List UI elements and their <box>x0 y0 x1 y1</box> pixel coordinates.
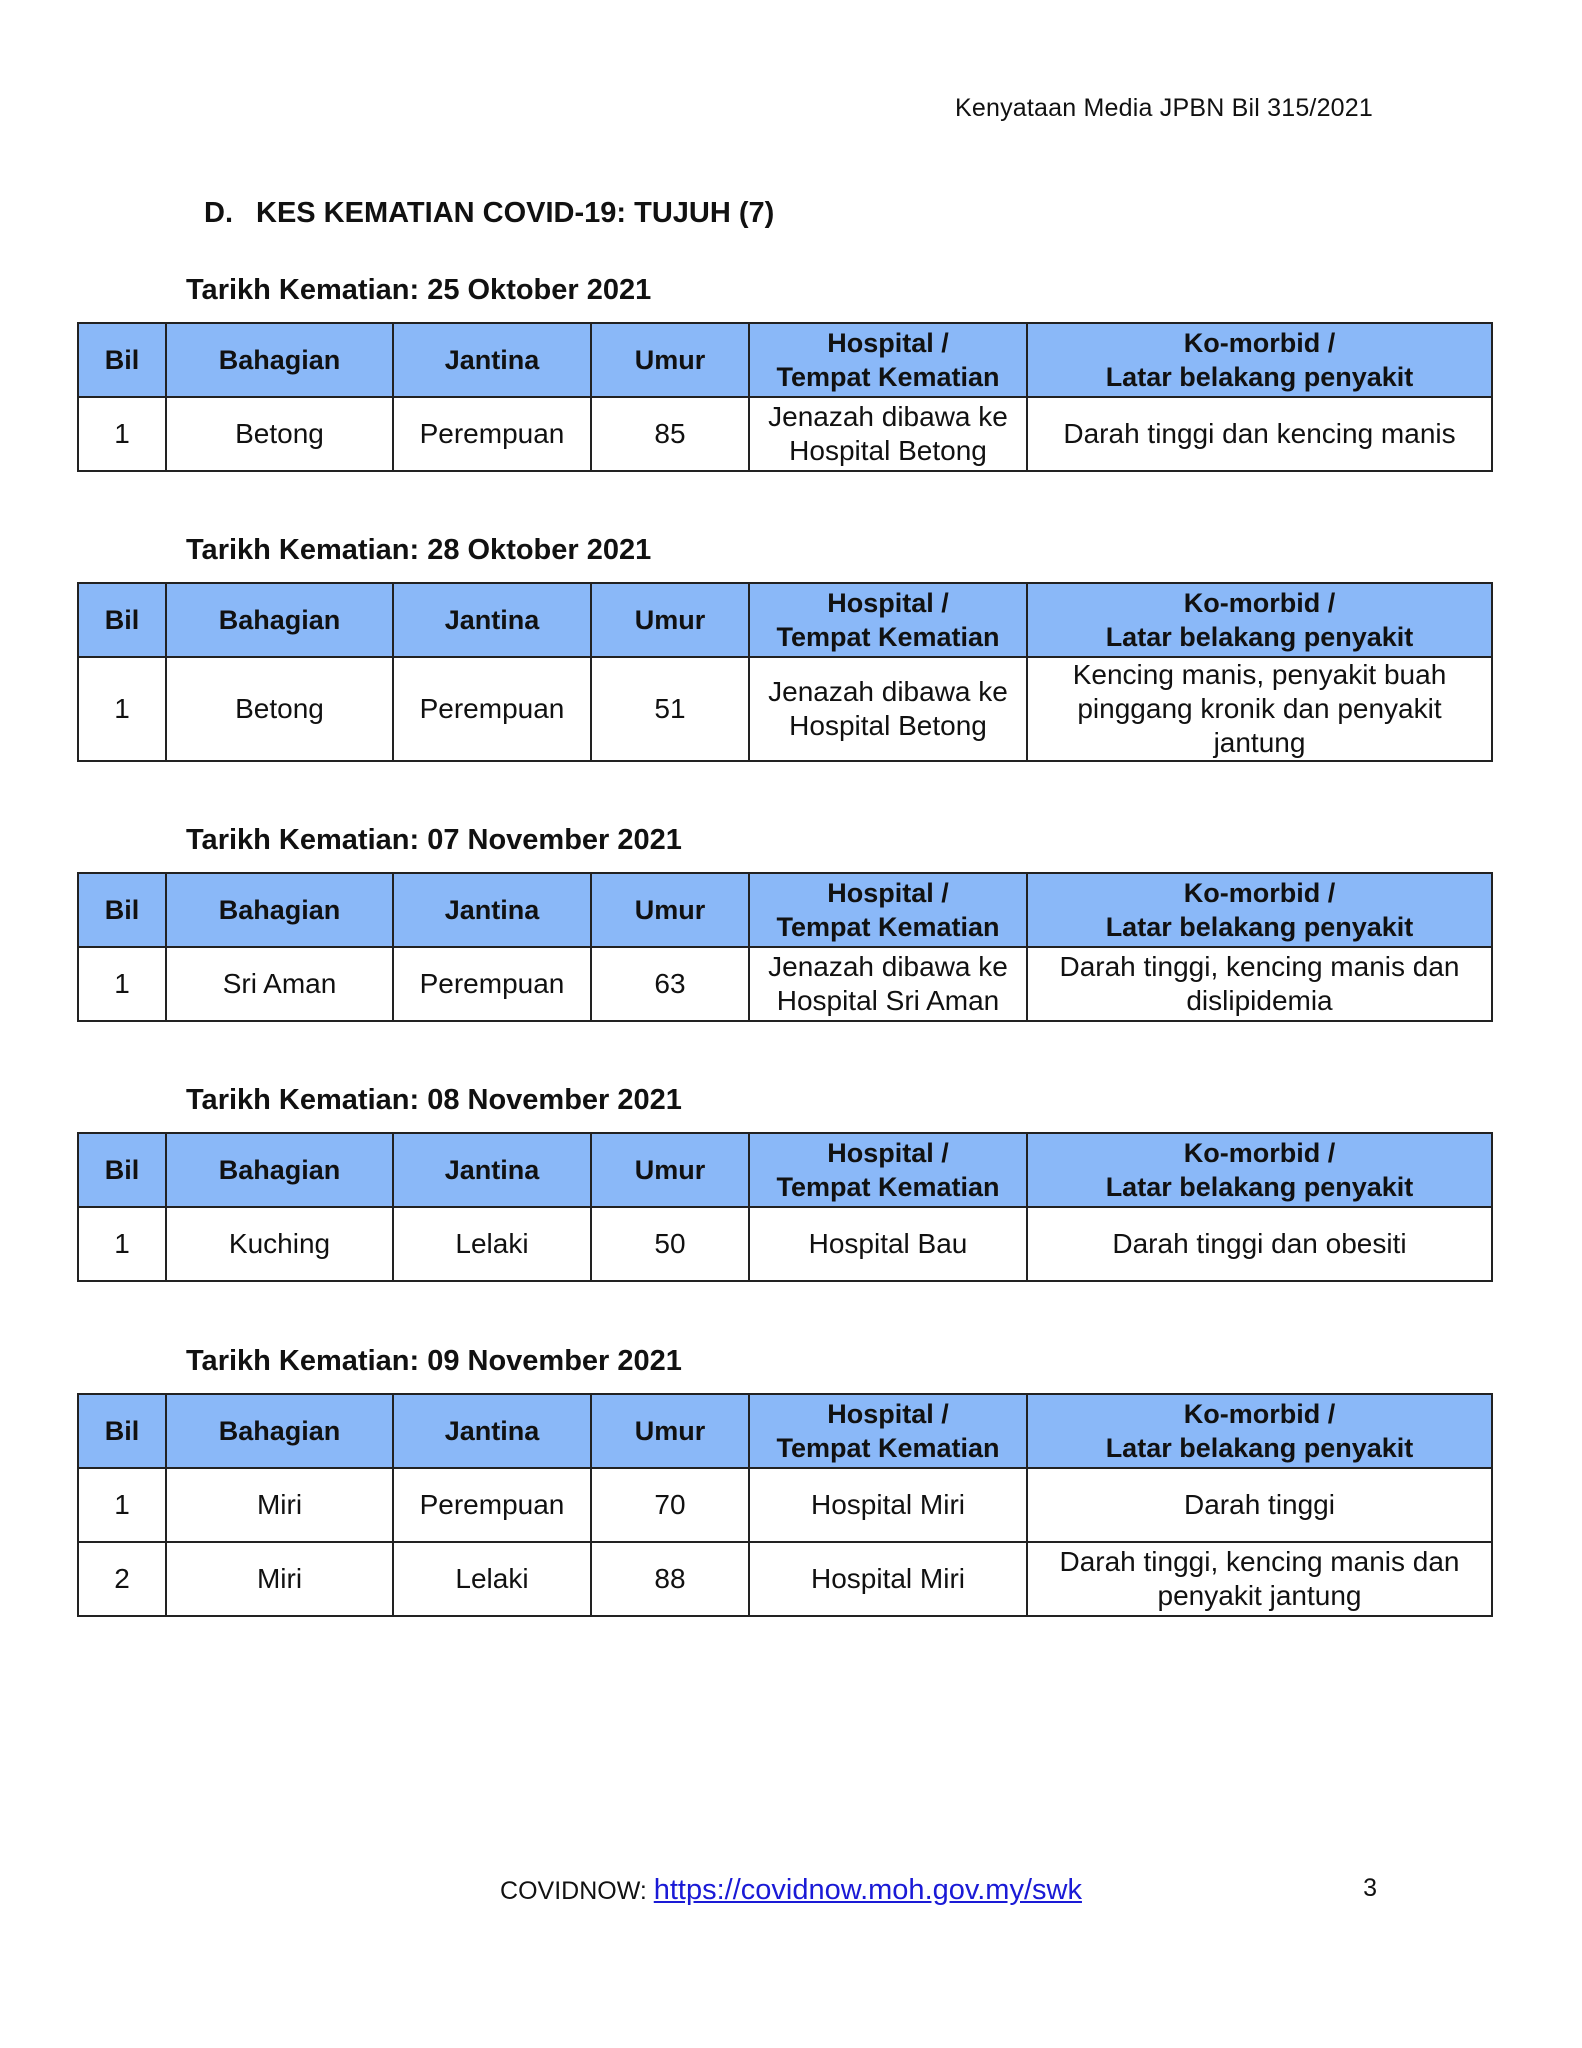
table-cell: 1 <box>78 947 166 1021</box>
table-header-row <box>78 873 1492 947</box>
table-row <box>78 397 1492 471</box>
table-cell: Kuching <box>166 1207 393 1281</box>
column-header: Bahagian <box>166 583 393 657</box>
column-header: Umur <box>591 1133 749 1207</box>
column-header: Umur <box>591 1394 749 1468</box>
table-cell: Lelaki <box>393 1542 591 1616</box>
death-date-heading: Tarikh Kematian: 28 Oktober 2021 <box>186 534 652 566</box>
table-row <box>78 1207 1492 1281</box>
table-cell: Darah tinggi, kencing manis dan penyakit jantung <box>1027 1542 1492 1616</box>
column-header: Jantina <box>393 583 591 657</box>
death-date-heading: Tarikh Kematian: 09 November 2021 <box>186 1345 682 1377</box>
death-date-heading: Tarikh Kematian: 08 November 2021 <box>186 1084 682 1116</box>
table-row <box>78 1468 1492 1542</box>
column-header: Ko-morbid / Latar belakang penyakit <box>1027 873 1492 947</box>
table-row <box>78 657 1492 761</box>
table-cell: 1 <box>78 1207 166 1281</box>
table-cell: 1 <box>78 657 166 761</box>
death-cases-table <box>77 872 1493 1022</box>
table-cell: Perempuan <box>393 657 591 761</box>
table-cell: 1 <box>78 397 166 471</box>
death-date-block <box>77 1080 1491 1282</box>
column-header: Hospital / Tempat Kematian <box>749 583 1027 657</box>
document-reference: Kenyataan Media JPBN Bil 315/2021 <box>955 94 1373 122</box>
column-header: Ko-morbid / Latar belakang penyakit <box>1027 323 1492 397</box>
table-header-row <box>78 1133 1492 1207</box>
table-cell: Sri Aman <box>166 947 393 1021</box>
table-cell: Perempuan <box>393 1468 591 1542</box>
section-title <box>204 197 774 230</box>
table-cell: Miri <box>166 1542 393 1616</box>
column-header: Hospital / Tempat Kematian <box>749 1133 1027 1207</box>
table-cell: Perempuan <box>393 397 591 471</box>
death-cases-table <box>77 1393 1493 1617</box>
table-cell: Betong <box>166 657 393 761</box>
table-cell: Darah tinggi dan obesiti <box>1027 1207 1492 1281</box>
death-date-heading: Tarikh Kematian: 25 Oktober 2021 <box>186 274 652 306</box>
table-row <box>78 1542 1492 1616</box>
table-cell: Betong <box>166 397 393 471</box>
column-header: Bahagian <box>166 1133 393 1207</box>
table-cell: Hospital Bau <box>749 1207 1027 1281</box>
table-cell: Hospital Miri <box>749 1542 1027 1616</box>
table-cell: Jenazah dibawa ke Hospital Betong <box>749 657 1027 761</box>
section-letter: D. <box>204 197 233 229</box>
table-cell: Jenazah dibawa ke Hospital Betong <box>749 397 1027 471</box>
table-cell: 63 <box>591 947 749 1021</box>
table-cell: 1 <box>78 1468 166 1542</box>
column-header: Ko-morbid / Latar belakang penyakit <box>1027 583 1492 657</box>
column-header: Bahagian <box>166 323 393 397</box>
death-cases-table <box>77 582 1493 762</box>
column-header: Hospital / Tempat Kematian <box>749 873 1027 947</box>
table-cell: Hospital Miri <box>749 1468 1027 1542</box>
table-cell: 85 <box>591 397 749 471</box>
table-cell: Darah tinggi, kencing manis dan dislipidemia <box>1027 947 1492 1021</box>
column-header: Jantina <box>393 1133 591 1207</box>
death-cases-table <box>77 322 1493 472</box>
death-cases-table <box>77 1132 1493 1282</box>
footer <box>0 1874 1582 1907</box>
table-cell: Darah tinggi <box>1027 1468 1492 1542</box>
column-header: Hospital / Tempat Kematian <box>749 1394 1027 1468</box>
table-cell: 50 <box>591 1207 749 1281</box>
column-header: Bil <box>78 1394 166 1468</box>
death-date-block <box>77 270 1491 472</box>
footer-label: COVIDNOW: <box>500 1877 654 1905</box>
column-header: Bahagian <box>166 1394 393 1468</box>
table-cell: 2 <box>78 1542 166 1616</box>
table-cell: Jenazah dibawa ke Hospital Sri Aman <box>749 947 1027 1021</box>
death-date-block <box>77 1341 1491 1617</box>
table-header-row <box>78 583 1492 657</box>
table-cell: Perempuan <box>393 947 591 1021</box>
column-header: Jantina <box>393 873 591 947</box>
table-cell: Miri <box>166 1468 393 1542</box>
column-header: Bahagian <box>166 873 393 947</box>
column-header: Jantina <box>393 323 591 397</box>
death-date-heading: Tarikh Kematian: 07 November 2021 <box>186 824 682 856</box>
table-cell: 70 <box>591 1468 749 1542</box>
table-cell: Kencing manis, penyakit buah pinggang kronik dan penyakit jantung <box>1027 657 1492 761</box>
column-header: Umur <box>591 583 749 657</box>
section-title-text: KES KEMATIAN COVID-19: TUJUH (7) <box>256 197 775 229</box>
column-header: Bil <box>78 583 166 657</box>
table-row <box>78 947 1492 1021</box>
column-header: Bil <box>78 873 166 947</box>
column-header: Ko-morbid / Latar belakang penyakit <box>1027 1394 1492 1468</box>
table-header-row <box>78 323 1492 397</box>
table-cell: 51 <box>591 657 749 761</box>
covidnow-link[interactable]: https://covidnow.moh.gov.my/swk <box>653 1874 1082 1906</box>
table-cell: Darah tinggi dan kencing manis <box>1027 397 1492 471</box>
column-header: Jantina <box>393 1394 591 1468</box>
table-cell: 88 <box>591 1542 749 1616</box>
table-cell: Lelaki <box>393 1207 591 1281</box>
death-date-block <box>77 530 1491 762</box>
column-header: Hospital / Tempat Kematian <box>749 323 1027 397</box>
column-header: Bil <box>78 1133 166 1207</box>
column-header: Umur <box>591 873 749 947</box>
death-date-block <box>77 820 1491 1022</box>
column-header: Ko-morbid / Latar belakang penyakit <box>1027 1133 1492 1207</box>
column-header: Bil <box>78 323 166 397</box>
column-header: Umur <box>591 323 749 397</box>
table-header-row <box>78 1394 1492 1468</box>
page-number: 3 <box>1363 1874 1377 1902</box>
